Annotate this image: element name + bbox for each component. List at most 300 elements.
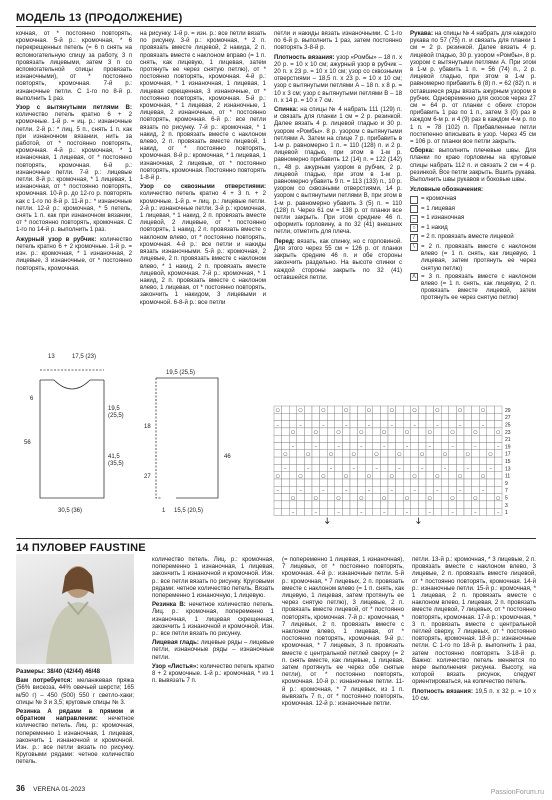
chart-cell <box>434 450 442 457</box>
purl-icon: – <box>306 466 310 473</box>
chart-cell <box>335 472 343 479</box>
yarn-over-icon: ○ <box>412 407 417 414</box>
chart-cell <box>449 421 457 428</box>
dim-label: 27 <box>144 474 151 480</box>
chart-cell <box>289 413 297 420</box>
chart-cell <box>411 413 419 420</box>
yarn-over-icon: ○ <box>298 407 303 414</box>
purl-icon: – <box>390 488 394 494</box>
chart-cell <box>380 457 388 464</box>
chart-cell <box>434 494 442 501</box>
chart-cell <box>342 435 350 442</box>
page-number: 36 <box>16 784 25 793</box>
chart-cell <box>449 406 457 413</box>
purl-icon: – <box>458 488 462 494</box>
chart-cell <box>365 428 373 435</box>
paragraph: лицевые ряды – лицевые петли, изнаночные ряды – изнаночные петли. <box>152 639 274 661</box>
magazine-issue: VERENA 01-2023 <box>33 786 86 793</box>
chart-cell <box>274 501 282 508</box>
yarn-over-icon: ○ <box>366 407 372 414</box>
text-column-8 <box>412 556 536 704</box>
chart-cell <box>304 457 312 464</box>
chart-cell <box>282 494 290 501</box>
chart-cell <box>479 457 487 464</box>
chart-cell <box>487 486 495 493</box>
chart-cell <box>456 413 464 420</box>
purl-icon: – <box>466 466 470 473</box>
yarn-over-icon: ○ <box>496 495 501 502</box>
yarn-over-icon: ○ <box>450 495 455 502</box>
text-column-7 <box>282 556 404 709</box>
chart-cell <box>327 494 335 501</box>
chart-cell <box>441 428 449 435</box>
chart-cell <box>403 501 411 508</box>
heading: Вам потребуется: <box>16 677 73 685</box>
chart-cell <box>403 486 411 493</box>
chart-cell <box>487 472 495 479</box>
chart-cell <box>365 501 373 508</box>
chart-cell <box>282 501 290 508</box>
chart-row-label: 23 <box>505 429 511 436</box>
chart-cell <box>434 501 442 508</box>
purl-icon: – <box>322 488 325 494</box>
chart-cell <box>358 421 366 428</box>
purl-icon: – <box>367 488 371 494</box>
purl-icon: – <box>458 422 462 429</box>
chart-cell <box>388 501 396 508</box>
purl-icon: – <box>360 444 363 451</box>
chart-cell <box>396 472 404 479</box>
yarn-over-icon: ○ <box>328 451 334 458</box>
chart-cell <box>464 413 472 420</box>
chart-cell <box>304 479 312 486</box>
chart-cell <box>411 450 419 457</box>
purl-icon: – <box>443 466 447 473</box>
chart-cell <box>396 443 404 450</box>
chart-cell <box>350 435 358 442</box>
chart-cell <box>365 450 373 457</box>
chart-cell <box>358 435 366 442</box>
paragraph: нечетное количество петель. Лиц. р.: кромочная, попеременно 1 изнаночная, 1 лицевая скрещенная, закончить 1 изнаночной и кромочной. Изн. р.: все петли вязать по рисунку. <box>152 601 274 638</box>
chart-cell <box>297 464 305 471</box>
paragraph: количество петель кратно 6 + 2 кромочные. 1-й р. = изн. р.: кромочная, * 1 изнаночная, 2 лицевые, 3 изнаночные, от * постоянно повторять, кромочная. <box>16 235 132 272</box>
legend-item: \ = 2 п. провязать вместе с наклоном влево (= 1 п. снять, как лицевую, 1 лицевая, затем протянуть ее через снятую петлю) <box>410 243 536 272</box>
chart-cell <box>411 464 419 471</box>
paragraph: меланжевая пряжа (56% вискоза, 44% овечьей шерсти; 165 м/50 г) – 450 (500) 550 г светло-хаки; спицы № 3 и 3,5; круговые спицы № 3. <box>16 677 134 706</box>
ssk-symbol-icon: \ <box>410 243 418 251</box>
chart-cell <box>456 464 464 471</box>
purl-icon: – <box>436 488 439 494</box>
chart-cell <box>327 457 335 464</box>
purl-icon: – <box>375 466 378 473</box>
chart-cell <box>479 464 487 471</box>
chart-cell <box>426 472 434 479</box>
chart-cell <box>472 501 480 508</box>
chart-cell <box>304 486 312 493</box>
chart-cell <box>472 464 480 471</box>
chart-cell <box>403 435 411 442</box>
chart-cell <box>274 428 282 435</box>
purl-icon: – <box>428 444 432 451</box>
chart-cell <box>320 428 328 435</box>
chart-cell <box>380 464 388 471</box>
chart-cell <box>434 443 442 450</box>
purl-icon: – <box>382 444 386 451</box>
legend-item: = 1 лицевая <box>410 205 536 214</box>
chart-cell <box>426 406 434 413</box>
chart-row-label: 13 <box>505 466 511 473</box>
yarn-over-icon: ○ <box>496 429 501 436</box>
chart-cell <box>274 443 282 450</box>
chart-cell <box>350 508 358 515</box>
chart-cell <box>434 479 442 486</box>
dim-label: 30,5 (36) <box>58 508 83 514</box>
chart-cell <box>487 428 495 435</box>
page-footer <box>16 784 85 793</box>
chart-cell <box>472 486 480 493</box>
chart-cell <box>350 486 358 493</box>
purl-icon: – <box>436 422 439 429</box>
purl-icon: – <box>344 422 348 429</box>
chart-cell <box>449 464 457 471</box>
chart-cell <box>418 435 426 442</box>
chart-cell <box>418 486 426 493</box>
chart-cell <box>350 428 358 435</box>
chart-cell <box>342 450 350 457</box>
chart-cell <box>426 450 434 457</box>
chart-cell <box>342 494 350 501</box>
chart-cell <box>449 450 457 457</box>
chart-cell <box>274 435 282 442</box>
chart-cell <box>396 486 404 493</box>
yarn-over-icon: ○ <box>275 407 280 414</box>
chart-row-label: 15 <box>505 459 511 465</box>
section-rule <box>16 538 536 539</box>
sk2p-symbol-icon: Λ <box>410 273 418 281</box>
chart-cell <box>327 413 335 420</box>
chart-cell <box>456 494 464 501</box>
chart-cell <box>479 479 487 486</box>
yarn-over-icon: ○ <box>359 495 364 502</box>
chart-cell <box>304 494 312 501</box>
chart-cell <box>464 486 472 493</box>
chart-cell <box>358 501 366 508</box>
paragraph: узор «Ромбы» – 18 п. х 20 р. = 10 х 10 см; ажурный узор в рубчик – 20 п. х 23 р. = 10 х 10 см; узор со сквозными отверстиями – 18,5 п. х 23 р. = 10 х 10 см; узор с вытянутыми петлями А – 18 п. х 8 р. = 10 х 3 см; узор с вытянутыми петлями В – 18 п. х 14 р. = 10 х 7 см. <box>274 53 402 104</box>
chart-cell <box>396 508 404 515</box>
chart-cell <box>487 494 495 501</box>
paragraph: на рисунку. 1-й р. = изн. р.: все петли вязать по рисунку. 3-й р.: кромочная, * 2 п. провязать вместе лицевой, 2 накида, 2 п. провязать вместе с наклоном вправо (= 1 п. снять, как лицевую, 1 лицевая, затем протянуть ее через снятую петлю), от * постоянно повторять, кромочная. 4-й р.: кромочная, * 1 изнаночная, 1 лицевая, 1 лицевая скрещенная, 3 изнаночные, от * постоянно повторять, кромочная. 5-й р.: кромочная, * 1 лицевая, 2 изнаночные, 1 лицевая, 2 изнаночные, от * постоянно повторять, кромочная. 6-й р.: все петли вязать по рисунку. 7-й р.: кромочная, * 1 накид, 2 п. провязать вместе с наклоном влево, 2 п. провязать вместе лицевой, 1 накид, от * постоянно повторять, кромочная. 8-й р.: кромочная, * 1 лицевая, 1 изнаночная, 2 лицевые, от * постоянно повторять, кромочная. Постоянно повторять 1-8-й р. <box>140 30 266 182</box>
chart-cell <box>327 428 335 435</box>
purl-icon: – <box>314 444 318 451</box>
paragraph: 19,5 п. х 32 р. = 10 х 10 см. <box>412 687 536 702</box>
heading: Спинка: <box>274 106 298 114</box>
chart-cell <box>289 464 297 471</box>
chart-cell <box>434 457 442 464</box>
chart-cell <box>449 479 457 486</box>
chart-cell <box>426 501 434 508</box>
yarn-over-icon: ○ <box>351 451 356 458</box>
chart-cell <box>289 457 297 464</box>
chart-cell <box>320 413 328 420</box>
chart-cell <box>418 413 426 420</box>
chart-cell <box>403 472 411 479</box>
purl-icon: – <box>352 466 356 473</box>
chart-cell <box>487 479 495 486</box>
chart-cell <box>312 501 320 508</box>
chart-cell <box>312 472 320 479</box>
heading: Резинка А рядами в прямом и обратном направлении: <box>16 708 134 723</box>
yarn-over-icon: ○ <box>336 495 341 502</box>
yarn-over-icon: ○ <box>404 429 410 436</box>
chart-cell <box>449 457 457 464</box>
chart-cell <box>487 443 495 450</box>
chart-cell <box>472 421 480 428</box>
chart-cell <box>320 457 328 464</box>
chart-cell <box>494 464 502 471</box>
yarn-over-icon: ○ <box>275 473 280 480</box>
yarn-over-icon: ○ <box>313 495 318 502</box>
dim-label: 18 <box>144 424 151 430</box>
chart-cell <box>350 479 358 486</box>
chart-cell <box>411 508 419 515</box>
chart-cell <box>472 472 480 479</box>
chart-cell <box>327 406 335 413</box>
heading: Перед: <box>274 237 295 245</box>
paragraph: количество петель. Лиц. р.: кромочная, попеременно 1 изнаночная, 1 лицевая, закончить 1 изнаночной и кромочной. Изн. р.: все петли вязать по рисунку. Круговыми рядами: четное количество петель. Вязать попеременно 1 изнаночную, 1 лицевую. <box>152 556 274 600</box>
chart-cell <box>487 501 495 508</box>
chart-cell <box>441 421 449 428</box>
chart-cell <box>282 406 290 413</box>
chart-cell <box>342 479 350 486</box>
chart-cell <box>418 421 426 428</box>
chart-cell <box>289 486 297 493</box>
legend-item: ○ = 1 накид <box>410 224 536 233</box>
chart-cell <box>403 421 411 428</box>
chart-cell <box>456 443 464 450</box>
paragraph: выполнить плечевые швы. Для планки по краю горловины на круговые спицы набрать 112 п. и связать 2 см = 4 р. резинкой. Все петли закрыть. Вшить рукава. Выполнить швы рукавов и боковые швы. <box>410 147 536 184</box>
chart-cell <box>320 443 328 450</box>
chart-cell <box>441 406 449 413</box>
yarn-over-icon: ○ <box>321 473 326 480</box>
text-column-1 <box>16 30 132 274</box>
chart-cell <box>449 413 457 420</box>
chart-cell <box>441 508 449 515</box>
chart-cell <box>464 508 472 515</box>
chart-cell <box>380 421 388 428</box>
purl-icon: – <box>337 444 340 451</box>
purl-symbol-icon: – <box>410 215 418 223</box>
dim-label: 19,5 <box>108 406 120 412</box>
chart-cell <box>396 435 404 442</box>
chart-cell <box>388 428 396 435</box>
chart-cell <box>426 413 434 420</box>
dim-label: 17,5 (23) <box>72 354 97 360</box>
chart-cell <box>358 413 366 420</box>
purl-icon: – <box>284 466 287 473</box>
chart-cell <box>289 435 297 442</box>
chart-cell <box>418 508 426 515</box>
purl-icon: – <box>398 466 401 473</box>
chart-cell <box>434 413 442 420</box>
chart-cell <box>396 421 404 428</box>
chart-cell <box>464 494 472 501</box>
purl-icon: – <box>481 488 485 494</box>
chart-cell <box>342 508 350 515</box>
chart-cell <box>282 435 290 442</box>
paragraph: на спицы № 4 набрать 111 (129) п. и связать для планки 1 см = 2 р. резинкой. Далее вязать 4 р. лицевой гладью и 30 р. узором «Ромбы». 8 р. узором с вытянутыми петлями А. Затем на спице 7 р. прибавить в 1-м р. равномерно 1 п. = 110 (128) п. и 2 р. лицевой гладью, при этом в 1-м р. равномерно прибавить 12 (14) п. = 122 (142) п., 48 р. ажурным узором в рубчик, 2 р. лицевой гладью, при этом в 1-м р. равномерно убавить 9 п. = 113 (133) п., 10 р. узором со сквозными отверстиями, 14 р. узором с вытянутыми петлями В, при этом в 1-м р. равномерно убавить 3 (5) п. = 110 (128) п. Через 61 см = 138 р. от планки все петли закрыть. При этом средние 46 п. оформить горловину, а по 32 (41) внешних петли, отметить для плеча. <box>274 106 402 236</box>
chart-cell <box>494 421 502 428</box>
purl-icon: – <box>451 509 454 516</box>
chart-cell <box>358 464 366 471</box>
dim-label: 46 <box>224 454 231 460</box>
chart-cell <box>396 501 404 508</box>
chart-cell <box>320 450 328 457</box>
chart-cell <box>464 428 472 435</box>
chart-cell <box>373 501 381 508</box>
chart-cell <box>472 406 480 413</box>
chart-cell <box>289 479 297 486</box>
yarn-over-icon: ○ <box>458 407 463 414</box>
chart-cell <box>335 421 343 428</box>
chart-cell <box>297 428 305 435</box>
chart-cell <box>441 486 449 493</box>
purl-icon: – <box>413 422 416 429</box>
chart-cell <box>282 443 290 450</box>
yarn-over-icon: ○ <box>458 473 463 480</box>
paragraph: (= попеременно 1 лицевая, 1 изнаночная), 7 лицевых, от * постоянно повторять, кромочная. 4-й р.: изнаночные петли. 5-й р.: кромочная, * 7 лицевых, 2 п. провязать вместе с наклоном влево (= 1 п. снять, как лицевую, 1 лицевая, затем протянуть ее через снятую петлю), 3 лицевые, 2 п. провязать вместе лицевой, от * постоянно повторять, кромочная. 7-й р.: кромочная, * 7 лицевых, 2 п. провязать вместе с наклоном влево, 1 лицевая, от * постоянно повторять, кромочная. 9-й р.: кромочная, * 7 лицевых, 3 п. провязать вместе с центральной петлей сверху (= 2 п. снять вместе, как лицевые, 1 лицевая, затем протянуть ее через обе снятые петли), от * постоянно повторять, кромочная. 10-й р.: изнаночные петли. 11-й р.: кромочная, * 7 лицевых, из 1 п. вывязать 7 п., от * постоянно повторять, кромочная. 12-й р.: изнаночные петли. <box>282 556 404 708</box>
chart-cell <box>494 406 502 413</box>
chart-cell <box>403 479 411 486</box>
chart-cell <box>350 443 358 450</box>
chart-cell <box>304 508 312 515</box>
chart-row-label: 11 <box>505 473 511 480</box>
chart-cell <box>411 457 419 464</box>
chart-cell <box>441 472 449 479</box>
chart-cell <box>479 494 487 501</box>
chart-cell <box>396 494 404 501</box>
chart-cell <box>373 486 381 493</box>
chart-cell <box>335 435 343 442</box>
paragraph: петли и накиды вязать изнаночными. С 1-го по 6-й р. выполнить 1 раз, затем постоянно повторять 3-8-й р. <box>274 30 402 52</box>
yarn-over-icon: ○ <box>435 473 440 480</box>
heading: Узор «Листья»: <box>152 662 199 670</box>
dim-label: 41,5 <box>108 454 120 460</box>
legend-item: – = 1 изнаночная <box>410 214 536 223</box>
chart-cell <box>312 486 320 493</box>
chart-cell <box>304 435 312 442</box>
yarn-over-icon: ○ <box>321 407 326 414</box>
chart-cell <box>472 413 480 420</box>
chart-cell <box>418 479 426 486</box>
yarn-over-icon: ○ <box>336 429 341 436</box>
legend-item: = кромочная <box>410 195 536 204</box>
chart-cell <box>365 494 373 501</box>
chart-cell <box>449 472 457 479</box>
yarn-over-icon: ○ <box>298 473 303 480</box>
chart-cell <box>403 464 411 471</box>
purl-icon: – <box>344 488 348 494</box>
chart-cell <box>472 479 480 486</box>
yarn-over-icon: ○ <box>313 429 318 436</box>
chart-cell <box>441 413 449 420</box>
chart-cell <box>373 428 381 435</box>
yarn-over-icon: ○ <box>389 407 394 414</box>
chart-cell <box>380 435 388 442</box>
yarn-over-icon: ○ <box>382 429 387 436</box>
chart-cell <box>380 479 388 486</box>
chart-cell <box>342 428 350 435</box>
yarn-over-icon: ○ <box>344 407 349 414</box>
chart-cell <box>365 508 373 515</box>
chart-cell <box>282 486 290 493</box>
chart-cell <box>282 421 290 428</box>
chart-cell <box>365 435 373 442</box>
chart-cell <box>464 443 472 450</box>
model-photo <box>16 554 134 664</box>
knit-symbol-icon <box>410 205 418 213</box>
chart-cell <box>327 479 335 486</box>
chart-cell <box>418 428 426 435</box>
chart-cell <box>282 457 290 464</box>
chart-cell <box>350 457 358 464</box>
chart-cell <box>494 450 502 457</box>
yarn-over-icon: ○ <box>382 495 387 502</box>
chart-cell <box>479 435 487 442</box>
chart-cell <box>487 508 495 515</box>
chart-cell <box>350 406 358 413</box>
chart-cell <box>327 435 335 442</box>
repeat-arrow-icon <box>325 518 329 524</box>
yarn-over-icon: ○ <box>412 473 417 480</box>
chart-cell <box>289 450 297 457</box>
dim-label: 15,5 (20,5) <box>174 508 204 514</box>
text-column-2 <box>140 30 266 308</box>
chart-cell <box>320 479 328 486</box>
chart-cell <box>434 508 442 515</box>
chart-row-label: 25 <box>505 422 511 429</box>
chart-cell <box>487 435 495 442</box>
chart-cell <box>274 457 282 464</box>
chart-cell <box>365 464 373 471</box>
chart-cell <box>441 501 449 508</box>
chart-cell <box>274 479 282 486</box>
yarn-over-icon: ○ <box>435 407 440 414</box>
chart-cell <box>335 486 343 493</box>
chart-cell <box>434 428 442 435</box>
chart-cell <box>373 435 381 442</box>
chart-cell <box>388 435 396 442</box>
chart-cell <box>282 428 290 435</box>
chart-cell <box>426 479 434 486</box>
purl-icon: – <box>276 422 280 429</box>
dim-label: 56 <box>24 440 31 446</box>
chart-cell <box>335 457 343 464</box>
purl-icon: – <box>360 509 363 516</box>
chart-cell <box>449 435 457 442</box>
legend-item: Λ = 3 п. провязать вместе с наклоном влево (= 1 п. снять, как лицевую, 2 п. провязать вместе лицевой, затем протянуть ее через снятую петлю) <box>410 273 536 302</box>
chart-cell <box>494 435 502 442</box>
chart-cell <box>297 479 305 486</box>
chart-cell <box>403 406 411 413</box>
chart-cell <box>373 413 381 420</box>
k2tog-symbol-icon: / <box>410 234 418 242</box>
chart-cell <box>441 494 449 501</box>
chart-cell <box>411 443 419 450</box>
chart-cell <box>304 413 312 420</box>
chart-cell <box>358 472 366 479</box>
dim-label: 19,5 (25,5) <box>166 370 196 376</box>
chart-cell <box>373 508 381 515</box>
